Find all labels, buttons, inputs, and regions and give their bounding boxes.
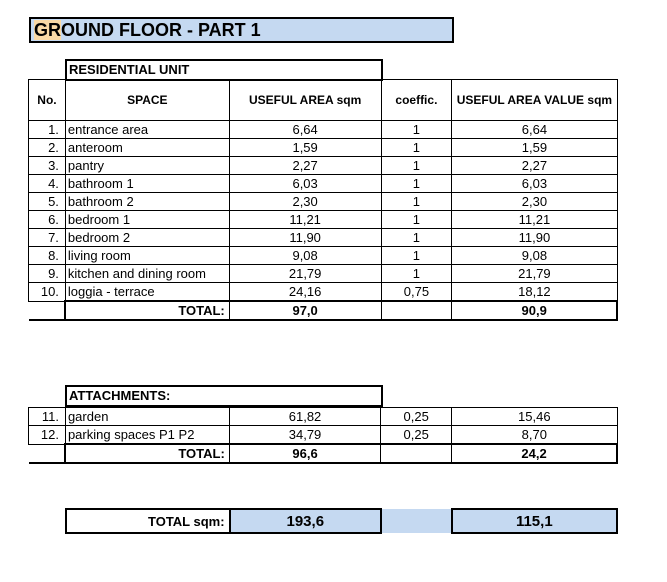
row-area: 11,90	[229, 229, 381, 247]
residential-table	[28, 79, 618, 321]
attachments-table	[28, 407, 618, 464]
row-space: garden	[65, 408, 229, 426]
table-row	[29, 121, 618, 139]
row-no: 1.	[29, 121, 66, 139]
row-value: 11,21	[452, 211, 617, 229]
row-value: 9,08	[452, 247, 617, 265]
total-label: TOTAL:	[65, 444, 229, 463]
total-row	[29, 444, 618, 463]
row-space: bathroom 1	[65, 175, 229, 193]
row-no: 7.	[29, 229, 66, 247]
row-area: 21,79	[229, 265, 381, 283]
row-no: 8.	[29, 247, 66, 265]
row-area: 61,82	[229, 408, 380, 426]
row-value: 6,64	[452, 121, 617, 139]
row-value: 15,46	[452, 408, 617, 426]
page-title	[29, 17, 454, 43]
table-row	[29, 175, 618, 193]
row-no: 11.	[29, 408, 66, 426]
table-row	[29, 157, 618, 175]
header-coef: coeffic.	[381, 80, 452, 121]
total-value: 90,9	[452, 301, 617, 320]
row-coef: 0,25	[381, 426, 452, 445]
row-space: bathroom 2	[65, 193, 229, 211]
grand-total-gap	[381, 509, 452, 533]
row-space: bedroom 2	[65, 229, 229, 247]
row-space: kitchen and dining room	[65, 265, 229, 283]
row-area: 9,08	[229, 247, 381, 265]
row-value: 8,70	[452, 426, 617, 445]
row-no: 5.	[29, 193, 66, 211]
row-area: 2,30	[229, 193, 381, 211]
row-value: 2,30	[452, 193, 617, 211]
row-space: entrance area	[65, 121, 229, 139]
grand-total-table	[65, 508, 618, 534]
header-value: USEFUL AREA VALUE sqm	[452, 80, 617, 121]
row-coef: 1	[381, 139, 452, 157]
row-value: 11,90	[452, 229, 617, 247]
table-row	[29, 247, 618, 265]
total-coef-empty	[381, 301, 452, 320]
row-value: 2,27	[452, 157, 617, 175]
row-coef: 1	[381, 193, 452, 211]
row-coef: 1	[381, 121, 452, 139]
row-space: anteroom	[65, 139, 229, 157]
row-no: 6.	[29, 211, 66, 229]
header-area: USEFUL AREA sqm	[229, 80, 381, 121]
grand-total-label: TOTAL sqm:	[66, 509, 230, 533]
row-area: 2,27	[229, 157, 381, 175]
grand-total-row	[66, 509, 617, 533]
row-value: 1,59	[452, 139, 617, 157]
row-space: pantry	[65, 157, 229, 175]
row-space: parking spaces P1 P2	[65, 426, 229, 445]
row-no: 9.	[29, 265, 66, 283]
row-value: 21,79	[452, 265, 617, 283]
grand-total-value: 115,1	[452, 509, 617, 533]
header-space: SPACE	[65, 80, 229, 121]
row-area: 1,59	[229, 139, 381, 157]
total-coef-empty	[381, 444, 452, 463]
row-no: 3.	[29, 157, 66, 175]
row-coef: 1	[381, 175, 452, 193]
row-coef: 1	[381, 247, 452, 265]
row-coef: 1	[381, 229, 452, 247]
total-label: TOTAL:	[65, 301, 229, 320]
row-no: 10.	[29, 283, 66, 302]
row-coef: 0,75	[381, 283, 452, 302]
total-value: 24,2	[452, 444, 617, 463]
table-row	[29, 193, 618, 211]
table-row	[29, 265, 618, 283]
table-row	[29, 139, 618, 157]
title-prefix: GR	[34, 20, 61, 40]
row-space: living room	[65, 247, 229, 265]
row-area: 6,03	[229, 175, 381, 193]
row-value: 18,12	[452, 283, 617, 302]
table-row	[29, 426, 618, 445]
row-no: 2.	[29, 139, 66, 157]
grand-total-area: 193,6	[230, 509, 381, 533]
row-space: loggia - terrace	[65, 283, 229, 302]
total-row	[29, 301, 618, 320]
table-row	[29, 408, 618, 426]
row-coef: 0,25	[381, 408, 452, 426]
row-coef: 1	[381, 211, 452, 229]
row-no: 12.	[29, 426, 66, 445]
table-row	[29, 283, 618, 302]
table-row	[29, 211, 618, 229]
header-no: No.	[29, 80, 66, 121]
row-coef: 1	[381, 157, 452, 175]
table-row	[29, 229, 618, 247]
row-area: 6,64	[229, 121, 381, 139]
row-no: 4.	[29, 175, 66, 193]
total-area: 96,6	[229, 444, 380, 463]
row-space: bedroom 1	[65, 211, 229, 229]
total-area: 97,0	[229, 301, 381, 320]
row-area: 11,21	[229, 211, 381, 229]
row-area: 24,16	[229, 283, 381, 302]
attachments-section-title: ATTACHMENTS:	[65, 385, 383, 407]
row-value: 6,03	[452, 175, 617, 193]
residential-section-title: RESIDENTIAL UNIT	[65, 59, 383, 81]
row-area: 34,79	[229, 426, 380, 445]
row-coef: 1	[381, 265, 452, 283]
title-rest: OUND FLOOR - PART 1	[61, 20, 261, 40]
